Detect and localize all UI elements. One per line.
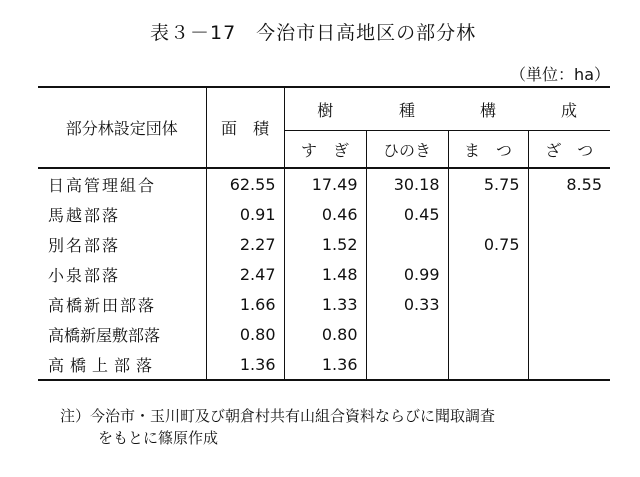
hinoki-value: 0.45 [366,199,448,229]
matsu-value [448,349,528,380]
footnote [60,405,620,449]
hinoki-value: 0.33 [366,289,448,319]
area-header: 面 積 [206,87,284,168]
footnote-line-1: 注）今治市・玉川町及び朝倉村共有山組合資料ならびに聞取調査 [60,407,496,425]
table-row [38,199,610,229]
area-value: 1.36 [206,349,284,380]
header-row-1 [38,87,610,131]
org-name: 高橋新屋敷部落 [48,325,161,345]
matsu-value [448,289,528,319]
species-sugi-header: す ぎ [284,131,366,169]
zatsu-value [528,349,610,380]
sugi-value: 1.52 [284,229,366,259]
group-header-4: 成 [528,87,610,131]
area-value: 1.66 [206,289,284,319]
footnote-line-2: をもとに篠原作成 [98,429,219,447]
matsu-value: 5.75 [448,168,528,199]
table-row [38,229,610,259]
hinoki-value [366,349,448,380]
hinoki-value: 30.18 [366,168,448,199]
unit-label: （単位：ha） [510,65,610,84]
hinoki-value: 0.99 [366,259,448,289]
group-header-1: 樹 [284,87,366,131]
table-row [38,349,610,380]
matsu-value [448,259,528,289]
matsu-value: 0.75 [448,229,528,259]
table-row [38,289,610,319]
zatsu-value [528,289,610,319]
area-value: 0.91 [206,199,284,229]
sugi-value: 0.80 [284,319,366,349]
area-value: 2.47 [206,259,284,289]
org-header: 部分林設定団体 [38,87,206,168]
zatsu-value: 8.55 [528,168,610,199]
area-value: 0.80 [206,319,284,349]
org-name: 高橋新田部落 [48,295,157,315]
org-name: 日高管理組合 [48,175,157,195]
table-row [38,168,610,199]
org-name: 高橋上部落 [38,349,206,380]
org-name: 小泉部落 [48,265,121,285]
species-zatsu-header: ざ つ [528,131,610,169]
group-header-3: 構 [448,87,528,131]
zatsu-value [528,199,610,229]
species-matsu-header: ま つ [448,131,528,169]
table-title: 表３－17 今治市日高地区の部分林 [150,22,477,44]
hinoki-value [366,229,448,259]
zatsu-value [528,229,610,259]
zatsu-value [528,259,610,289]
matsu-value [448,199,528,229]
area-value: 62.55 [206,168,284,199]
org-name: 馬越部落 [48,205,121,225]
sugi-value: 1.48 [284,259,366,289]
sugi-value: 0.46 [284,199,366,229]
group-header-2: 種 [366,87,448,131]
species-hinoki-header: ひのき [366,131,448,169]
sugi-value: 1.36 [284,349,366,380]
table-row [38,319,610,349]
table-row [38,259,610,289]
hinoki-value [366,319,448,349]
zatsu-value [528,319,610,349]
sugi-value: 1.33 [284,289,366,319]
area-value: 2.27 [206,229,284,259]
org-name: 別名部落 [48,235,121,255]
forest-table [38,86,610,381]
sugi-value: 17.49 [284,168,366,199]
matsu-value [448,319,528,349]
